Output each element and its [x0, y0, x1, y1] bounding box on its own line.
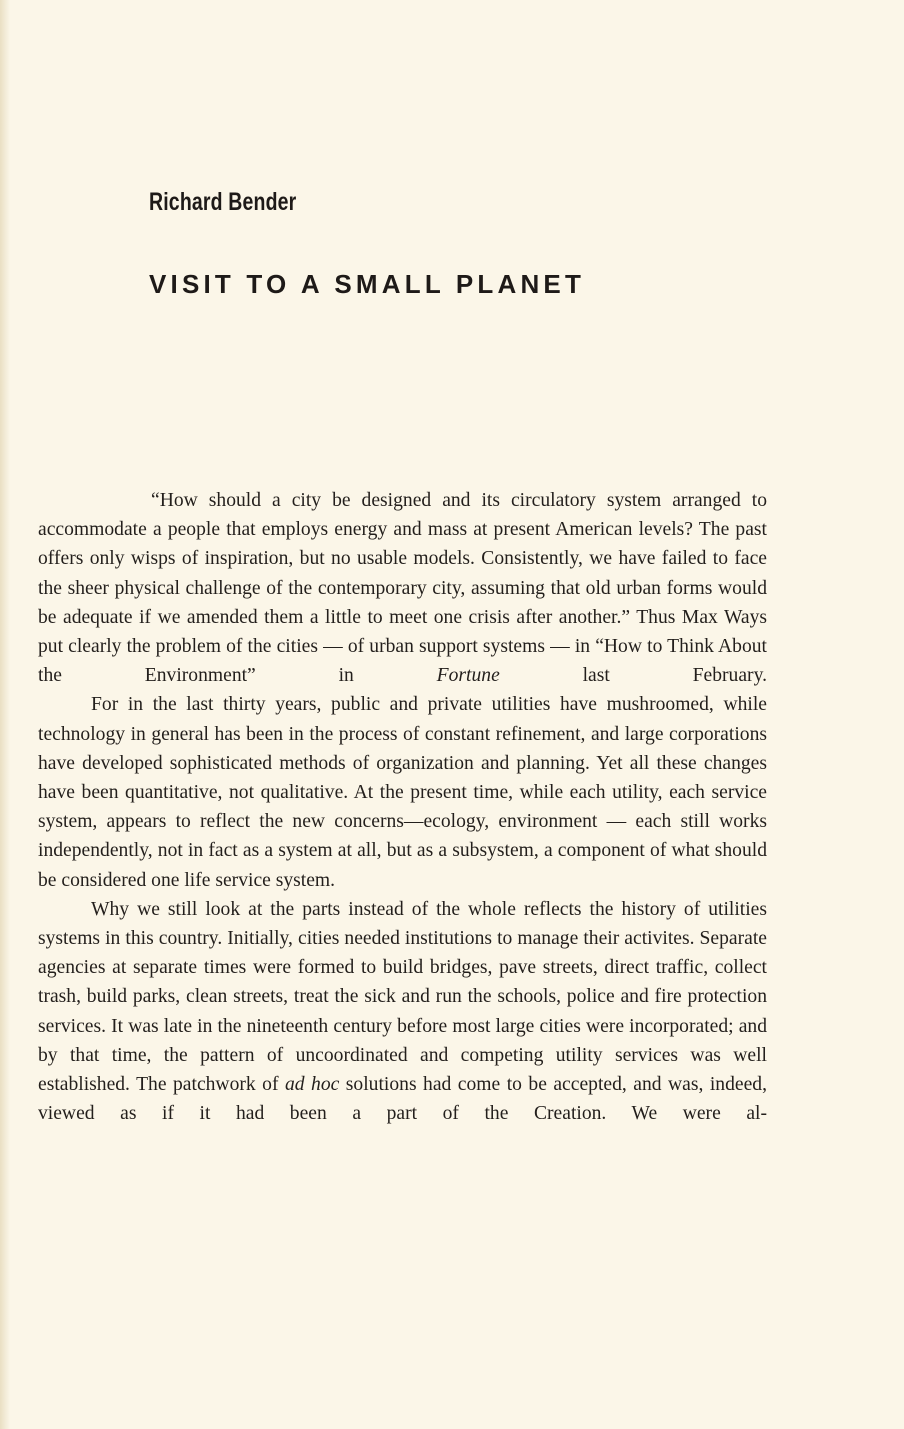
paragraph-1: [38, 486, 767, 690]
magazine-name: Fortune: [436, 665, 500, 687]
article-title: VISIT TO A SMALL PLANET: [149, 269, 586, 299]
article-body: [38, 486, 767, 1128]
paragraph-2: For in the last thirty years, public and private utilities have mushroomed, while technology in general has been in the process of constant refinement, and large corporations have developed sophisticated methods of organization and planning. Yet all these changes have been quantitative, not qualitative. At the present time, while each utility, each service system, appears to reflect the new concerns—ecology, environment — each still works independently, not in fact as a system at all, but as a subsystem, a component of what should be considered one life service system.: [38, 694, 767, 891]
paragraph-3: [38, 895, 767, 1129]
paragraph-3-text: Why we still look at the parts instead of the whole reflects the history of utilities systems in this country. Initially, cities needed institutions to manage their activites. Separate agencies at separate times were formed to build bridges, pave streets, direct traffic, collect trash, build parks, clean streets, treat the sick and run the schools, police and fire protection services. It was late in the nineteenth century before most large cities were incorporated; and by that time, the pattern of uncoordinated and competing utility services was well established. The patchwork of: [38, 898, 767, 1096]
paragraph-1-tail: last February.: [582, 665, 767, 687]
page-edge-shadow: [0, 0, 10, 1429]
paragraph-1-text: “How should a city be designed and its circulatory system arranged to accommodate a people that employs energy and mass at present American levels? The past offers only wisps of inspiration, but no usable models. Consistently, we have failed to face the sheer physical challenge of the contemporary city, assuming that old urban forms would be adequate if we amended them a little to meet one crisis after another.” Thus Max Ways put clearly the problem of the cities — of urban support systems — in “How to Think About the Environment” in: [38, 490, 767, 687]
author-name: Richard Bender: [149, 188, 297, 216]
paragraph-3-tail: solutions had come to be accepted, and was, indeed, viewed as if it had been a part of the Creation. We were al-: [38, 1074, 767, 1125]
latin-phrase: ad hoc: [284, 1074, 340, 1096]
